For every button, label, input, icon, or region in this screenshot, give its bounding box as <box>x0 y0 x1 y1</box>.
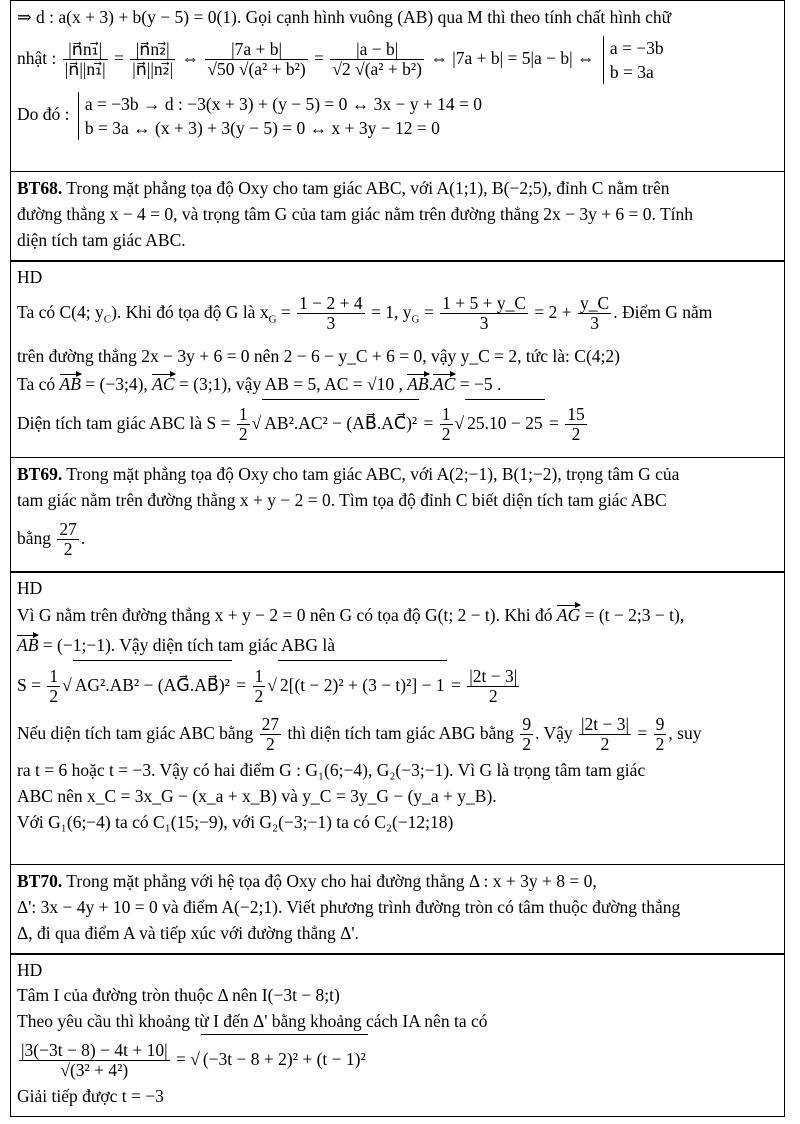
text: bằng <box>17 528 52 548</box>
fraction <box>578 294 611 333</box>
numerator: 1 + 5 + y_C <box>442 293 527 314</box>
numerator: |2t − 3| <box>469 666 518 687</box>
denominator: 2 <box>571 423 581 444</box>
text-line <box>17 600 778 630</box>
sqrt-sign: √ <box>251 412 262 433</box>
denominator: 2 <box>254 686 264 707</box>
numerator: 9 <box>655 714 665 735</box>
sqrt-body: AG².AB² − (AG⃗.AB⃗)² <box>73 660 232 709</box>
numerator: |2t − 3| <box>581 714 630 735</box>
numerator: |7a + b| <box>205 40 307 60</box>
text: = (t − 2;3 − t), <box>584 605 685 625</box>
solution-hd70 <box>10 955 785 1117</box>
text-line: trên đường thẳng 2x − 3y + 6 = 0 nên 2 − 6 − y_C + 6 = 0, vậy y_C = 2, tức là: C(4;2) <box>17 345 620 366</box>
vector-ab: AB <box>407 373 429 394</box>
text: Trong mặt phẳng tọa độ Oxy cho tam giác ABC, với A(1;1), B(−2;5), đỉnh C nằm trên <box>66 178 670 198</box>
text: . Vậy <box>535 723 573 743</box>
denominator: 2 <box>49 686 59 707</box>
solution-hd69 <box>10 573 785 865</box>
text: Nếu diện tích tam giác ABC bằng <box>17 723 254 743</box>
text-line <box>17 289 778 343</box>
sqrt-sign: √ <box>267 675 277 695</box>
denominator: √(3² + 4²) <box>60 1060 129 1081</box>
numerator: 1 <box>49 666 59 687</box>
text-line: Giải tiếp được t = −3 <box>17 1086 164 1106</box>
denominator: 2 <box>488 686 498 707</box>
hd-label: HD <box>17 960 43 980</box>
operator: . <box>428 373 433 394</box>
numerator: 1 <box>238 403 248 424</box>
text-line: Với G₁(6;−4) ta có C₁(15;−9), với G₂(−3;−1) ta có C₂(−12;18) <box>17 812 454 832</box>
denominator: 3 <box>590 313 599 334</box>
fraction <box>565 405 587 444</box>
numerator: 1 <box>254 666 264 687</box>
fraction <box>63 40 108 79</box>
text: Ta có <box>17 373 56 394</box>
text: = −5 . <box>459 373 502 394</box>
text-line <box>17 399 778 446</box>
document-page <box>10 0 785 1117</box>
text: Do đó : <box>17 104 70 124</box>
text: ). Khi đó tọa độ G là x <box>111 302 269 322</box>
fraction <box>237 405 250 444</box>
text-line <box>17 630 778 660</box>
text: Ta có C(4; y <box>17 302 104 322</box>
text-line: Δ, đi qua điểm A và tiếp xúc với đường thẳng Δ'. <box>17 923 359 943</box>
fraction <box>440 405 453 444</box>
text-line <box>17 1034 778 1083</box>
denominator: 3 <box>479 313 489 334</box>
problem-bt70 <box>10 865 785 955</box>
fraction <box>467 667 519 706</box>
denominator: 2 <box>238 423 248 444</box>
text-line: Theo yêu cầu thì khoảng từ I đến Δ' bằng khoảng cách IA nên ta có <box>17 1011 488 1031</box>
denominator: 2 <box>441 423 451 444</box>
sqrt-body: 2[(t − 2)² + (3 − t)²] − 1 <box>278 660 447 709</box>
operator: = <box>549 412 559 433</box>
text: Gọi cạnh hình vuông (AB) qua M thì theo tính chất hình chữ <box>245 7 672 27</box>
numerator: |n⃗n₂⃗| <box>130 40 175 60</box>
case-brace <box>78 92 482 140</box>
numerator: 1 − 2 + 4 <box>299 293 363 314</box>
text-line <box>17 4 778 30</box>
operator: = <box>450 675 461 695</box>
fraction <box>579 715 631 754</box>
numerator: 27 <box>59 519 77 540</box>
problem-bt69 <box>10 458 785 573</box>
numerator: 15 <box>567 403 585 424</box>
text: nhật : <box>17 48 57 68</box>
text: . <box>80 528 86 548</box>
text: . Điểm G nằm <box>613 302 713 322</box>
numerator: 1 <box>441 403 451 424</box>
denominator: √2 √(a² + b²) <box>332 59 422 80</box>
text: = 2 + <box>534 302 572 322</box>
equation: ⇔ |7a + b| = 5|a − b| ⇔ <box>430 48 595 68</box>
text-line: ABC nên x_C = 3x_G − (x_a + x_B) và y_C = 3y_G − (y_a + y_B). <box>17 786 497 806</box>
text-line: Tâm I của đường tròn thuộc Δ nên I(−3t − 8;t) <box>17 985 340 1005</box>
text: thì diện tích tam giác ABG bằng <box>287 723 514 743</box>
sqrt-body: (−3t − 8 + 2)² + (t − 1)² <box>201 1034 368 1083</box>
text-line <box>17 461 778 487</box>
denominator: 2 <box>655 734 665 755</box>
text: Vì G nằm trên đường thẳng x + y − 2 = 0 nên G có tọa độ G(t; 2 − t). Khi đó <box>17 605 553 625</box>
text: = (−1;−1). Vậy diện tích tam giác ABG là <box>42 635 335 655</box>
fraction <box>47 667 60 706</box>
numerator: |a − b| <box>330 40 424 60</box>
fraction <box>297 294 365 333</box>
sqrt-sign: √ <box>62 675 72 695</box>
vector-ab: AB <box>59 373 81 394</box>
sqrt-sign: √ <box>454 412 465 433</box>
sqrt-body: AB².AC² − (AB⃗.AC⃗)² <box>262 399 419 446</box>
fraction <box>440 294 528 333</box>
numerator: |3(−3t − 8) − 4t + 10| <box>21 1040 168 1061</box>
case-item: b = 3a ↔ (x + 3) + 3(y − 5) = 0 ↔ x + 3y − 12 = 0 <box>84 117 440 138</box>
numerator: 27 <box>261 714 280 735</box>
equation: ⇒ d : a(x + 3) + b(y − 5) = 0(1). <box>17 7 242 27</box>
sqrt-sign: √ <box>190 1049 200 1069</box>
text: = (−3;4), <box>85 373 148 394</box>
operator: = <box>114 48 124 68</box>
case-item: a = −3b <box>609 37 664 58</box>
text: Trong mặt phẳng tọa độ Oxy cho tam giác ABC, với A(2;−1), B(1;−2), trọng tâm G của <box>66 464 680 484</box>
fraction <box>260 715 282 754</box>
numerator: 9 <box>522 714 532 735</box>
text-line: diện tích tam giác ABC. <box>17 230 186 250</box>
text: S = <box>17 675 41 695</box>
denominator: 2 <box>265 734 275 755</box>
case-item: b = 3a <box>609 61 654 82</box>
vector-ac: AC <box>433 373 456 394</box>
denominator: √50 √(a² + b²) <box>207 59 306 80</box>
text: Trong mặt phẳng với hệ tọa độ Oxy cho hai đường thẳng Δ : x + 3y + 8 = 0, <box>66 871 597 891</box>
operator: ⇔ <box>181 48 199 68</box>
denominator: |n⃗||n₂⃗| <box>132 59 174 80</box>
fraction <box>253 667 266 706</box>
hd-label: HD <box>17 578 43 598</box>
text: , suy <box>668 723 702 743</box>
text: Diện tích tam giác ABC là S = <box>17 412 231 433</box>
subscript: G <box>268 313 277 326</box>
vector-ag: AG <box>556 605 581 625</box>
text-line <box>17 513 778 563</box>
operator: = <box>236 675 247 695</box>
solution-continuation <box>10 0 785 172</box>
denominator: 2 <box>63 539 73 560</box>
denominator: |n⃗||n₁⃗| <box>64 59 106 80</box>
denominator: 2 <box>522 734 532 755</box>
fraction <box>19 1041 170 1080</box>
text-line <box>17 369 778 399</box>
fraction <box>205 40 307 79</box>
case-brace <box>603 36 664 84</box>
operator: = <box>176 1049 186 1069</box>
text-line: Δ': 3x − 4y + 10 = 0 và điểm A(−2;1). Viết phương trình đường tròn có tâm thuộc đường thẳng <box>17 897 681 917</box>
text: = (3;1), vậy AB = 5, AC = √10 , <box>178 373 403 394</box>
subscript: G <box>411 313 420 326</box>
operator: = <box>423 302 434 322</box>
text-line <box>17 660 778 709</box>
operator: = <box>637 723 648 743</box>
fraction <box>330 40 424 79</box>
text-line: tam giác nằm trên đường thẳng x + y − 2 = 0. Tìm tọa độ đỉnh C biết diện tích tam giác ABC <box>17 490 667 510</box>
text: = 1, y <box>371 302 412 322</box>
fraction <box>520 715 533 754</box>
solution-hd68 <box>10 262 785 458</box>
text-line: đường thẳng x − 4 = 0, và trọng tâm G của tam giác nằm trên đường thẳng 2x − 3y + 6 = 0. Tính <box>17 204 694 224</box>
text-line <box>17 175 778 201</box>
text-line <box>17 709 778 757</box>
problem-label: BT70. <box>17 871 63 891</box>
numerator: |n⃗n₁⃗| <box>63 40 108 60</box>
fraction <box>130 40 175 79</box>
case-item: a = −3b → d : −3(x + 3) + (y − 5) = 0 ↔ 3x − y + 14 = 0 <box>84 93 483 114</box>
subscript: C <box>103 313 112 326</box>
problem-label: BT68. <box>17 178 63 198</box>
operator: = <box>423 412 434 433</box>
hd-label: HD <box>17 267 43 287</box>
operator: = <box>280 302 291 322</box>
text-line <box>17 30 778 86</box>
fraction <box>57 520 79 559</box>
numerator: y_C <box>580 293 610 314</box>
text-line: ra t = 6 hoặc t = −3. Vậy có hai điểm G : G₁(6;−4), G₂(−3;−1). Vì G là trọng tâm tam giác <box>17 760 646 780</box>
operator: = <box>314 48 324 68</box>
fraction <box>654 715 667 754</box>
text-line <box>17 868 778 894</box>
vector-ab: AB <box>17 635 39 655</box>
denominator: 3 <box>326 313 336 334</box>
text-line <box>17 86 778 142</box>
sqrt-body: 25.10 − 25 <box>465 399 545 446</box>
problem-label: BT69. <box>17 464 63 484</box>
problem-bt68 <box>10 172 785 262</box>
denominator: 2 <box>600 734 610 755</box>
vector-ac: AC <box>152 373 175 394</box>
